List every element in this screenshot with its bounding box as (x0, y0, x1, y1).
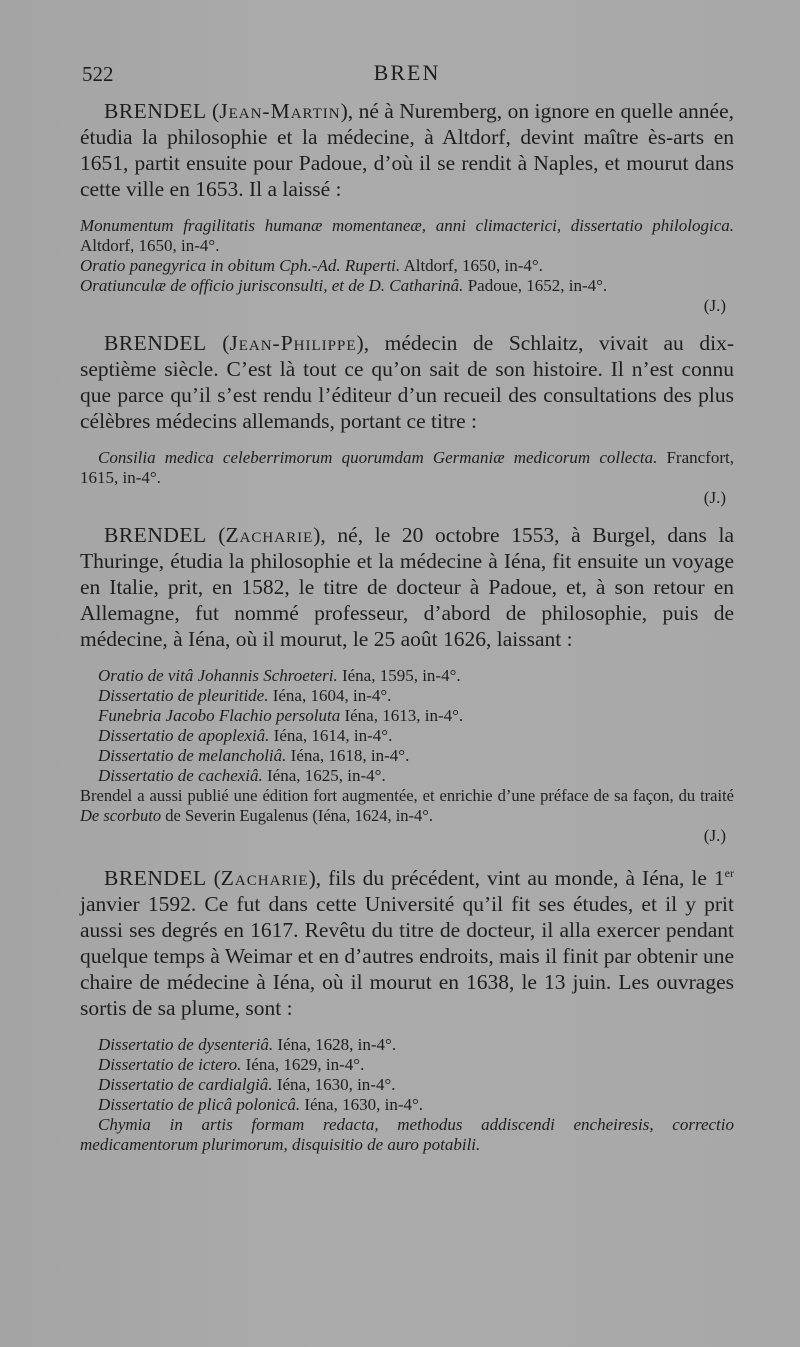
work-imprint: Iéna, 1618, in-4°. (286, 746, 410, 765)
work-item (80, 666, 734, 686)
work-title: Funebria Jacobo Flachio persoluta (98, 706, 341, 725)
entry-headword: BRENDEL (104, 99, 207, 123)
work-title: Dissertatio de cardialgiâ. (98, 1075, 273, 1095)
entry-given-name: Jean-Martin (219, 99, 341, 123)
work-imprint: Padoue, 1652, in-4°. (463, 276, 608, 295)
entry-zacharie-younger (80, 860, 734, 1155)
work-title: Dissertatio de plicâ polonicâ. (98, 1095, 301, 1115)
work-title: Dissertatio de melancholiâ. (98, 746, 287, 765)
work-imprint: Iéna, 1628, in-4°. (273, 1035, 397, 1055)
work-item (80, 1115, 734, 1155)
work-title: Oratio panegyrica in obitum Cph.-Ad. Ruperti. (80, 256, 401, 275)
work-title: Consilia medica celeberrimorum quorumdam Germaniæ medicorum collecta. (98, 448, 658, 467)
author-signature: (J.) (703, 296, 726, 315)
entry-text: , médecin de Schlaitz, vivait au dix-septième siècle. C’est là tout ce qu’on sait de son histoire. Il n’est connu que parce qu’il s’est rendu l’éditeur d’un recueil des consultations des plus célèbres médecins allemands, portant ce titre : (80, 331, 734, 433)
work-item (80, 686, 734, 706)
entry-text: janvier 1592. Ce fut dans cette Université qu’il fit ses études, et il y prit aussi ses degrés en 1617. Revêtu du titre de docteur, il alla exercer pendant quelque temps à Weimar et en d’autres endroits, mais il finit par obtenir une chaire de médecine à Iéna, où il mourut en 1638, le 13 juin. Les ouvrages sortis de sa plume, sont : (80, 892, 734, 1021)
work-imprint: Iéna, 1604, in-4°. (268, 686, 392, 705)
works-list (80, 1035, 734, 1155)
entry-headword: BRENDEL (104, 866, 207, 891)
work-item (80, 216, 734, 256)
work-item (80, 1095, 734, 1115)
entry-zacharie-elder (80, 522, 734, 846)
work-item (80, 726, 734, 746)
entry-text: , né, le 20 octobre 1553, à Burgel, dans la Thuringe, étudia la philosophie et la médecine à Iéna, fit ensuite un voyage en Italie, prit, en 1582, le titre de docteur à Padoue, et, à son retour en Allemagne, fut nommé professeur, d’abord de philosophie, puis de médecine, à Iéna, où il mourut, le 25 août 1626, laissant : (80, 523, 734, 651)
work-title: Chymia in artis formam redacta, methodus addiscendi encheiresis, correctio medicamentorum plurimorum, disquisitio de auro potabili. (80, 1115, 734, 1155)
entry-given-name: Zacharie (220, 866, 309, 891)
entry-body: BRENDEL (Jean-Martin), né à Nuremberg, on ignore en quelle année, étudia la philosophie et la médecine, à Altdorf, devint maître ès-arts en 1651, partit ensuite pour Padoue, d’où il se rendit à Naples, et mourut dans cette ville en 1653. Il a laissé : (80, 99, 734, 201)
works-list (80, 666, 734, 786)
work-imprint: Iéna, 1629, in-4°. (241, 1055, 365, 1075)
entry-given-name: Zacharie (225, 523, 314, 547)
work-item (80, 1075, 734, 1095)
work-item (80, 448, 734, 488)
work-imprint: Iéna, 1630, in-4°. (272, 1075, 396, 1095)
work-item (80, 1035, 734, 1055)
running-head: BREN (373, 60, 441, 85)
page-header (80, 58, 734, 98)
note-text: de Severin Eugalenus (Iéna, 1624, in-4°. (161, 806, 434, 825)
work-item (80, 766, 734, 786)
work-title: Monumentum fragilitatis humanæ momentaneæ, anni climacterici, dissertatio philologica. (80, 216, 734, 235)
work-item (80, 706, 734, 726)
works-list (80, 216, 734, 296)
work-imprint: Iéna, 1595, in-4°. (337, 666, 461, 685)
entry-body: BRENDEL (Zacharie), né, le 20 octobre 1553, à Burgel, dans la Thuringe, étudia la philosophie et la médecine à Iéna, fit ensuite un voyage en Italie, prit, en 1582, le titre de docteur à Padoue, et, à son retour en Allemagne, fut nommé professeur, d’abord de philosophie, puis de médecine, à Iéna, où il mourut, le 25 août 1626, laissant : (80, 523, 734, 651)
work-title: Dissertatio de apoplexiâ. (98, 726, 270, 745)
work-title: Oratio de vitâ Johannis Schroeteri. (98, 666, 338, 685)
entry-given-name: Jean-Philippe (229, 331, 357, 355)
work-item (80, 1055, 734, 1075)
entry-headword: BRENDEL (104, 331, 207, 355)
work-title: Dissertatio de ictero. (98, 1055, 242, 1075)
entry-headword: BRENDEL (104, 523, 207, 547)
work-item (80, 256, 734, 276)
work-imprint: Iéna, 1613, in-4°. (340, 706, 464, 725)
author-signature: (J.) (703, 826, 726, 845)
work-imprint: Iéna, 1614, in-4°. (269, 726, 393, 745)
entry-note (80, 786, 734, 826)
note-text: Brendel a aussi publié une édition fort augmentée, et enrichie d’une préface de sa façon, du traité (80, 786, 734, 805)
work-title: Dissertatio de dysenteriâ. (98, 1035, 274, 1055)
entry-jean-martin (80, 98, 734, 316)
work-imprint: Francfort, 1615, in-4°. (80, 448, 734, 487)
work-imprint: Altdorf, 1650, in-4°. (80, 236, 220, 255)
entry-superscript: er (724, 866, 734, 880)
work-title: Dissertatio de cachexiâ. (98, 766, 263, 785)
work-item (80, 276, 734, 296)
work-imprint: Iéna, 1625, in-4°. (262, 766, 386, 785)
work-imprint: Altdorf, 1650, in-4°. (400, 256, 543, 275)
page-number: 522 (82, 62, 114, 86)
author-signature: (J.) (703, 488, 726, 507)
works-list (80, 448, 734, 488)
note-title: De scorbuto (80, 806, 162, 825)
entry-body: BRENDEL (Jean-Philippe), médecin de Schlaitz, vivait au dix-septième siècle. C’est là tout ce qu’on sait de son histoire. Il n’est connu que parce qu’il s’est rendu l’éditeur d’un recueil des consultations des plus célèbres médecins allemands, portant ce titre : (80, 331, 734, 433)
work-item (80, 746, 734, 766)
entry-text: , fils du précédent, vint au monde, à Iéna, le 1 (315, 866, 725, 891)
entry-body: BRENDEL (Zacharie), fils du précédent, vint au monde, à Iéna, le 1er janvier 1592. Ce fut dans cette Université qu’il fit ses études, et il y prit aussi ses degrés en 1617. Revêtu du titre de docteur, il alla exercer pendant quelque temps à Weimar et en d’autres endroits, mais il finit par obtenir une chaire de médecine à Iéna, où il mourut en 1638, le 13 juin. Les ouvrages sortis de sa plume, sont : (80, 866, 734, 1021)
entry-text: , né à Nuremberg, on ignore en quelle année, étudia la philosophie et la médecine, à Altdorf, devint maître ès-arts en 1651, partit ensuite pour Padoue, d’où il se rendit à Naples, et mourut dans cette ville en 1653. Il a laissé : (80, 99, 734, 201)
entry-jean-philippe (80, 330, 734, 508)
work-imprint: Iéna, 1630, in-4°. (300, 1095, 424, 1115)
work-title: Dissertatio de pleuritide. (98, 686, 269, 705)
work-title: Oratiunculæ de officio jurisconsulti, et de D. Catharinâ. (80, 276, 464, 295)
